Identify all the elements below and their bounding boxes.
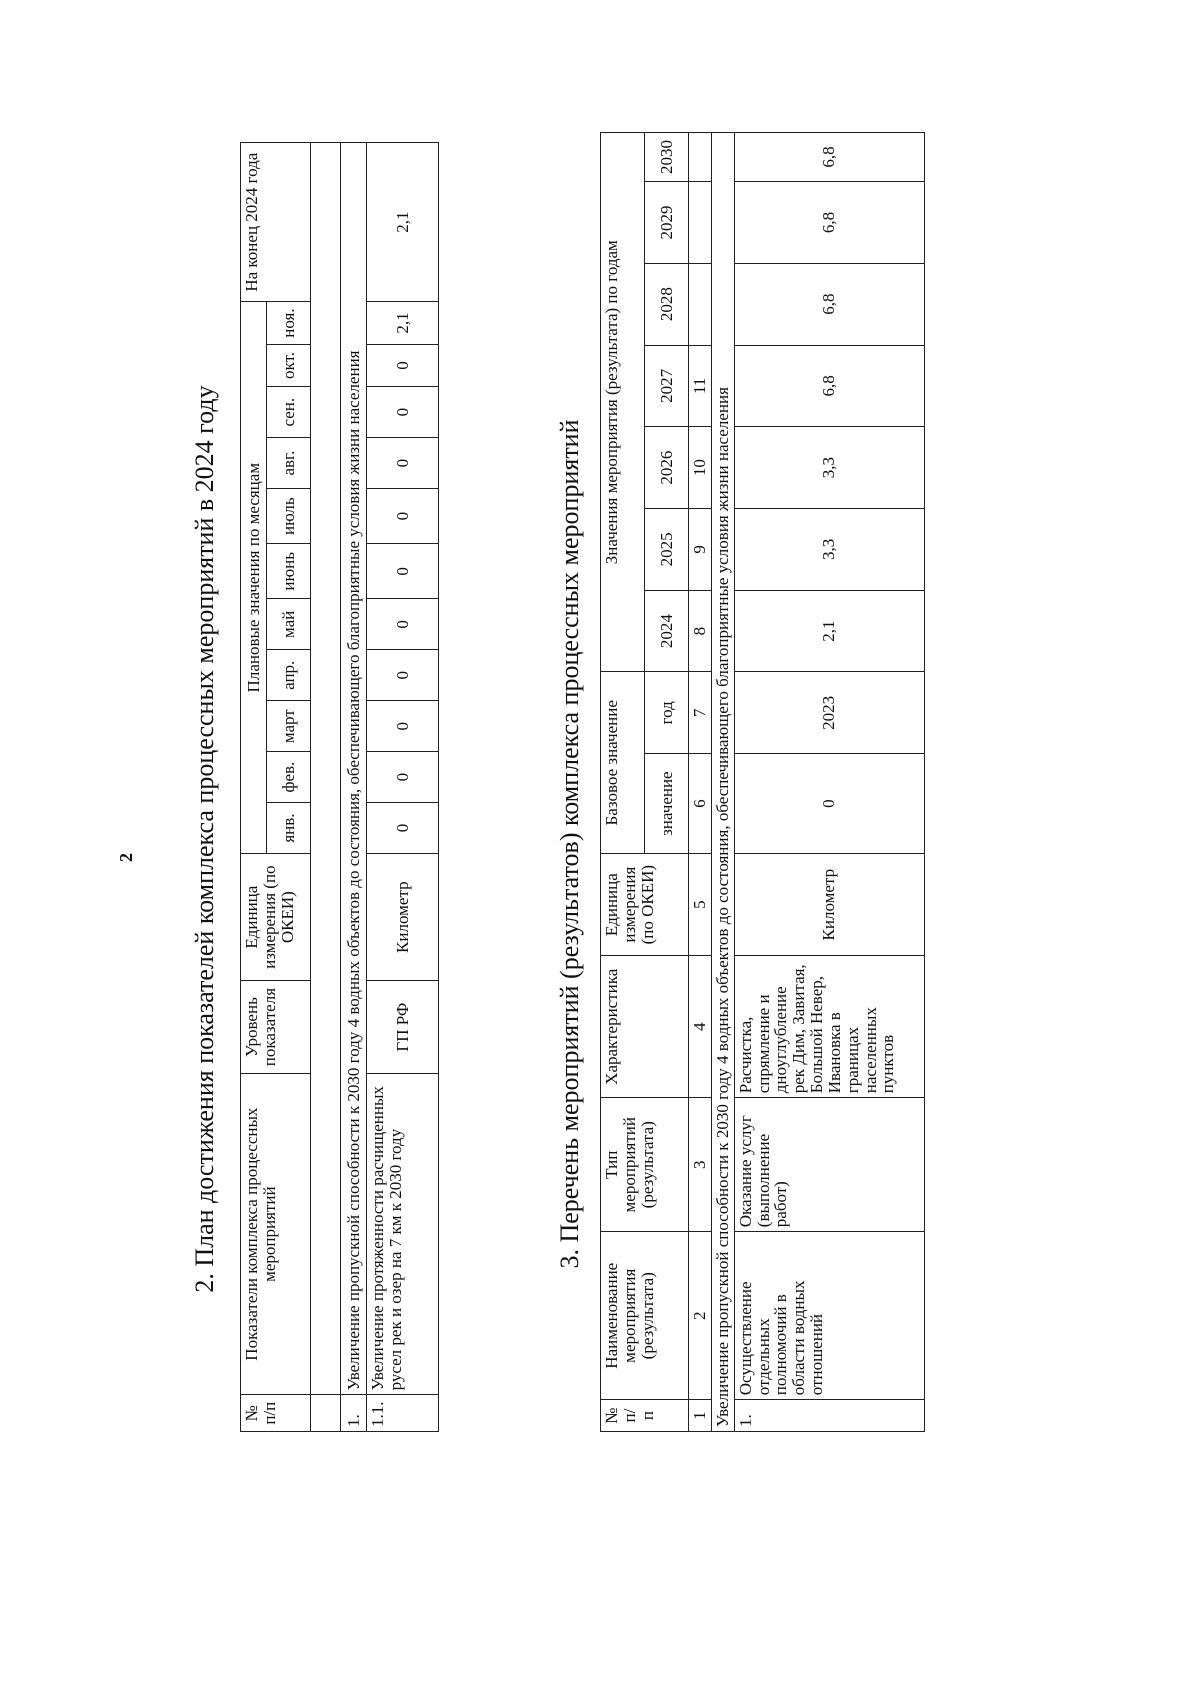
year-value: 6,8 — [734, 133, 924, 182]
col-number: 7 — [689, 672, 712, 754]
month-value: 0 — [367, 489, 439, 544]
row-num: 1.1. — [367, 1395, 439, 1432]
year-header: 2030 — [645, 133, 689, 182]
year-header: 2029 — [645, 182, 689, 264]
col-number: 10 — [689, 427, 712, 509]
col-number: 3 — [689, 1098, 712, 1232]
header-monthly: Плановые значения по месяцам — [241, 302, 267, 854]
row-level: ГП РФ — [367, 981, 439, 1074]
month-header: апр. — [267, 650, 311, 701]
task-num: 1. — [341, 1395, 367, 1432]
col-number: 5 — [689, 854, 712, 956]
month-value: 0 — [367, 438, 439, 489]
row-type: Оказание услуг (выполнение работ) — [734, 1098, 924, 1232]
header-level: Уровень показателя — [241, 981, 311, 1074]
col-number: 1 — [689, 1400, 712, 1432]
row-base-year: 2023 — [734, 672, 924, 754]
task-text: Увеличение пропускной способности к 2030 году 4 водных объектов до состояния, обеспечивающего благоприятные условия жизни населения — [711, 133, 734, 1432]
row-indicator: Увеличение протяженности расчищенных русел рек и озер на 7 км к 2030 году — [367, 1073, 439, 1395]
header-num: № п/п — [241, 1395, 311, 1432]
month-header: июнь — [267, 544, 311, 599]
col-number — [689, 182, 712, 264]
month-value: 2,1 — [367, 302, 439, 344]
month-header: авг. — [267, 438, 311, 489]
page-number: 2 — [116, 853, 136, 862]
month-header: ноя. — [267, 302, 311, 344]
header-base-year: год — [645, 672, 689, 754]
col-number: 6 — [689, 754, 712, 854]
section2-table — [240, 142, 439, 1432]
year-value: 6,8 — [734, 182, 924, 264]
month-value: 0 — [367, 803, 439, 854]
year-header: 2028 — [645, 263, 689, 345]
year-value: 2,1 — [734, 590, 924, 672]
month-value: 0 — [367, 544, 439, 599]
month-header: янв. — [267, 803, 311, 854]
header-characteristic: Характеристика — [601, 956, 689, 1098]
section2-title: 2. План достижения показателей комплекса процессных мероприятий в 2024 году — [190, 385, 219, 1293]
task-row — [341, 143, 367, 1432]
year-header: 2024 — [645, 590, 689, 672]
month-value: 0 — [367, 599, 439, 650]
task-text: Увеличение пропускной способности к 2030 году 4 водных объектов до состояния, обеспечивающего благоприятные условия жизни населения — [341, 143, 367, 1395]
year-value: 6,8 — [734, 263, 924, 345]
table-row — [311, 143, 341, 1432]
row-base-value: 0 — [734, 754, 924, 854]
row-characteristic: Расчистка, спрямление и дноуглубление рек Дим, Завитая, Большой Невер, Ивановка в границах населенных пунктов — [734, 956, 924, 1098]
row-unit: Километр — [734, 854, 924, 956]
task-row — [711, 133, 734, 1432]
month-value: 0 — [367, 650, 439, 701]
month-header: окт. — [267, 344, 311, 386]
month-header: май — [267, 599, 311, 650]
year-header: 2026 — [645, 427, 689, 509]
header-base-value: значение — [645, 754, 689, 854]
col-number: 9 — [689, 509, 712, 591]
row-num: 1. — [734, 1400, 924, 1432]
row-name: Осуществление отдельных полномочий в области водных отношений — [734, 1232, 924, 1400]
table-row — [734, 133, 924, 1432]
table-row — [367, 143, 439, 1432]
column-number-row — [689, 133, 712, 1432]
col-number: 4 — [689, 956, 712, 1098]
year-header: 2025 — [645, 509, 689, 591]
year-value: 3,3 — [734, 427, 924, 509]
year-header: 2027 — [645, 345, 689, 427]
col-number — [689, 263, 712, 345]
header-name: Наименование мероприятия (результата) — [601, 1232, 689, 1400]
year-value: 3,3 — [734, 509, 924, 591]
header-values-by-year: Значения мероприятия (результата) по годам — [601, 133, 645, 672]
month-value: 0 — [367, 387, 439, 438]
section3-title: 3. Перечень мероприятий (результатов) комплекса процессных мероприятий — [555, 419, 584, 1269]
month-header: март — [267, 701, 311, 752]
header-unit: Единица измерения (по ОКЕИ) — [601, 854, 689, 956]
header-indicator: Показатели комплекса процессных мероприятий — [241, 1073, 311, 1395]
row-end-value: 2,1 — [367, 143, 439, 302]
month-value: 0 — [367, 344, 439, 386]
header-base: Базовое значение — [601, 672, 645, 854]
section3-table — [600, 132, 925, 1432]
col-number: 11 — [689, 345, 712, 427]
month-value: 0 — [367, 752, 439, 803]
month-header: фев. — [267, 752, 311, 803]
year-value: 6,8 — [734, 345, 924, 427]
col-number: 2 — [689, 1232, 712, 1400]
header-type: Тип мероприятий (результата) — [601, 1098, 689, 1232]
header-end-of-year: На конец 2024 года — [241, 143, 311, 302]
header-unit: Единица измерения (по ОКЕИ) — [241, 854, 311, 981]
header-num: № п/п — [601, 1400, 689, 1432]
col-number: 8 — [689, 590, 712, 672]
month-value: 0 — [367, 701, 439, 752]
month-header: июль — [267, 489, 311, 544]
month-header: сен. — [267, 387, 311, 438]
row-unit: Километр — [367, 854, 439, 981]
